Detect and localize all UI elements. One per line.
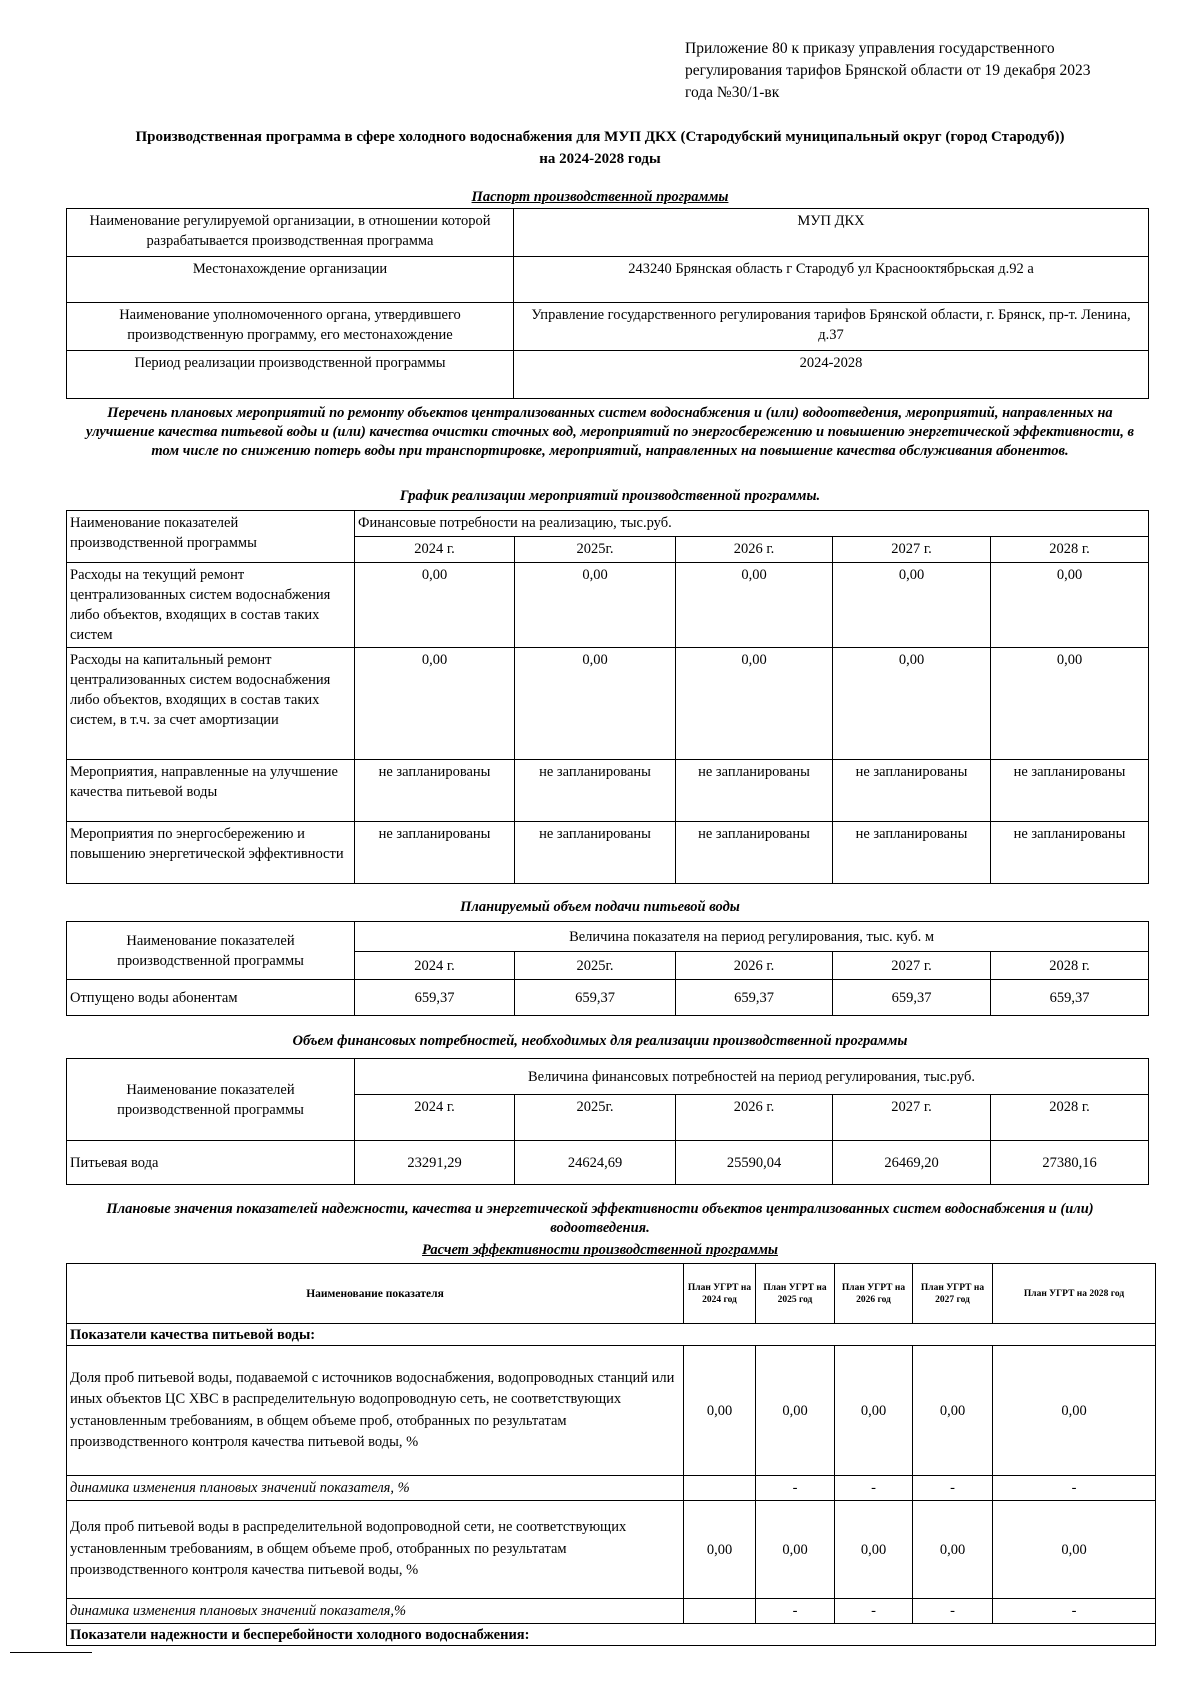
cell-value: не запланированы <box>676 822 833 884</box>
section-header: Показатели качества питьевой воды: <box>67 1324 1156 1346</box>
efficiency-header-name: Наименование показателя <box>67 1264 684 1324</box>
cell-value: 0,00 <box>756 1501 835 1599</box>
cell-value: 659,37 <box>991 980 1149 1016</box>
table-row <box>67 1141 1149 1185</box>
supply-table <box>66 921 1149 1016</box>
cell-value: 26469,20 <box>833 1141 991 1185</box>
passport-value: 243240 Брянская область г Стародуб ул Краснооктябрьская д.92 а <box>514 257 1149 303</box>
cell-value: 0,00 <box>835 1346 913 1476</box>
cell-value: 0,00 <box>515 563 676 648</box>
cell-value: 0,00 <box>833 563 991 648</box>
cell-value: - <box>835 1476 913 1501</box>
passport-value: 2024-2028 <box>514 351 1149 399</box>
supply-caption: Планируемый объем подачи питьевой воды <box>460 899 740 915</box>
annex-line: года №30/1-вк <box>685 84 780 101</box>
cell-value: 0,00 <box>684 1346 756 1476</box>
cell-value: 27380,16 <box>991 1141 1149 1185</box>
efficiency-subcaption: Расчет эффективности производственной программы <box>422 1242 778 1258</box>
table-row <box>67 1346 1156 1476</box>
passport-label: Наименование регулируемой организации, в отношении которой разрабатывается производственная программа <box>67 209 514 257</box>
table-row <box>67 648 1149 760</box>
measures-table <box>66 510 1149 884</box>
cell-value: - <box>913 1476 993 1501</box>
year-header: 2024 г. <box>355 537 515 563</box>
cell-value: 0,00 <box>676 563 833 648</box>
table-row <box>67 980 1149 1016</box>
cell-value: не запланированы <box>515 822 676 884</box>
cell-value: 0,00 <box>991 648 1149 760</box>
plan-header: План УГРТ на 2026 год <box>835 1264 913 1324</box>
year-header: 2024 г. <box>355 1095 515 1141</box>
cell-value: не запланированы <box>991 822 1149 884</box>
cell-value: не запланированы <box>991 760 1149 822</box>
plan-header: План УГРТ на 2028 год <box>993 1264 1156 1324</box>
passport-label: Местонахождение организации <box>67 257 514 303</box>
supply-header-val: Величина показателя на период регулирования, тыс. куб. м <box>355 922 1149 952</box>
title-line: Производственная программа в сфере холодного водоснабжения для МУП ДКХ (Стародубский муниципальный округ (город Стародуб)) <box>135 129 1065 145</box>
document-title <box>60 126 1140 170</box>
section-header: Показатели надежности и бесперебойности холодного водоснабжения: <box>67 1624 1156 1646</box>
cell-value: 0,00 <box>756 1346 835 1476</box>
passport-table <box>66 208 1149 399</box>
row-name: Мероприятия, направленные на улучшение качества питьевой воды <box>67 760 355 822</box>
passport-row <box>67 257 1149 303</box>
cell-value: 24624,69 <box>515 1141 676 1185</box>
plan-header: План УГРТ на 2025 год <box>756 1264 835 1324</box>
efficiency-caption: Плановые значения показателей надежности, качества и энергетической эффективности объектов централизованных систем водоснабжения и (или) водоотведения. <box>106 1201 1094 1236</box>
table-row <box>67 1501 1156 1599</box>
passport-label: Наименование уполномоченного органа, утвердившего производственную программу, его местонахождение <box>67 303 514 351</box>
passport-value: Управление государственного регулирования тарифов Брянской области, г. Брянск, пр-т. Ленина, д.37 <box>514 303 1149 351</box>
row-name: Расходы на капитальный ремонт централизованных систем водоснабжения либо объектов, входящих в состав таких систем, в т.ч. за счет амортизации <box>67 648 355 760</box>
year-header: 2028 г. <box>991 537 1149 563</box>
year-header: 2026 г. <box>676 537 833 563</box>
cell-value: 659,37 <box>833 980 991 1016</box>
year-header: 2028 г. <box>991 952 1149 980</box>
indicator-name: Доля проб питьевой воды в распределительной водопроводной сети, не соответствующих установленным требованиям, в общем объеме проб, отобранных по результатам производственного контроля качества питьевой воды, % <box>67 1501 684 1599</box>
passport-row <box>67 303 1149 351</box>
indicator-name: Доля проб питьевой воды, подаваемой с источников водоснабжения, водопроводных станций или иных объектов ЦС ХВС в распределительную водопроводную сеть, не соответствующих установленным требованиям, в общем объеме проб, отобранных по результатам производственного контроля качества питьевой воды, % <box>67 1346 684 1476</box>
row-name: Питьевая вода <box>67 1141 355 1185</box>
table-row <box>67 760 1149 822</box>
supply-header-name: Наименование показателей производственной программы <box>67 922 355 980</box>
cell-value: - <box>993 1476 1156 1501</box>
year-header: 2026 г. <box>676 1095 833 1141</box>
year-header: 2025г. <box>515 1095 676 1141</box>
footnote-divider <box>10 1652 92 1653</box>
cell-value: 659,37 <box>355 980 515 1016</box>
finance-header-val: Величина финансовых потребностей на период регулирования, тыс.руб. <box>355 1059 1149 1095</box>
annex-line: Приложение 80 к приказу управления государственного <box>685 40 1055 57</box>
passport-label: Период реализации производственной программы <box>67 351 514 399</box>
cell-value: 0,00 <box>355 563 515 648</box>
schedule-caption: График реализации мероприятий производственной программы. <box>399 488 821 504</box>
annex-note <box>685 38 1145 104</box>
cell-value: - <box>756 1476 835 1501</box>
cell-value: 0,00 <box>835 1501 913 1599</box>
passport-caption: Паспорт производственной программы <box>471 189 729 205</box>
year-header: 2025г. <box>515 952 676 980</box>
row-name: Расходы на текущий ремонт централизованных систем водоснабжения либо объектов, входящих в состав таких систем <box>67 563 355 648</box>
cell-value: 659,37 <box>676 980 833 1016</box>
finance-header-name: Наименование показателей производственной программы <box>67 1059 355 1141</box>
measures-header-fin: Финансовые потребности на реализацию, тыс.руб. <box>355 511 1149 537</box>
cell-value: не запланированы <box>833 822 991 884</box>
table-row <box>67 1599 1156 1624</box>
passport-row <box>67 209 1149 257</box>
cell-value: не запланированы <box>355 760 515 822</box>
cell-value: - <box>835 1599 913 1624</box>
cell-value: 25590,04 <box>676 1141 833 1185</box>
cell-value: 0,00 <box>833 648 991 760</box>
passport-row <box>67 351 1149 399</box>
year-header: 2025г. <box>515 537 676 563</box>
row-name: Отпущено воды абонентам <box>67 980 355 1016</box>
efficiency-table <box>66 1263 1156 1646</box>
cell-value: 0,00 <box>913 1346 993 1476</box>
cell-value: 0,00 <box>355 648 515 760</box>
cell-value: 0,00 <box>676 648 833 760</box>
year-header: 2024 г. <box>355 952 515 980</box>
year-header: 2027 г. <box>833 537 991 563</box>
finance-caption: Объем финансовых потребностей, необходимых для реализации производственной программы <box>292 1033 908 1049</box>
cell-value: не запланированы <box>515 760 676 822</box>
title-line: на 2024-2028 годы <box>539 151 661 167</box>
finance-table <box>66 1058 1149 1185</box>
cell-value: 0,00 <box>991 563 1149 648</box>
table-row <box>67 563 1149 648</box>
measures-caption: Перечень плановых мероприятий по ремонту объектов централизованных систем водоснабжения и (или) водоотведения, мероприятий, направленных на улучшение качества питьевой воды и (или) качества очистки сточных вод, мероприятий по энергосбережению и повышению энергетической эффективности, в том числе по снижению потерь воды при транспортировке, мероприятий, направленных на повышение качества обслуживания абонентов. <box>86 405 1134 459</box>
year-header: 2027 г. <box>833 1095 991 1141</box>
cell-value: - <box>913 1599 993 1624</box>
cell-value: 0,00 <box>684 1501 756 1599</box>
cell-value <box>684 1476 756 1501</box>
annex-line: регулирования тарифов Брянской области от 19 декабря 2023 <box>685 62 1091 79</box>
plan-header: План УГРТ на 2024 год <box>684 1264 756 1324</box>
table-row <box>67 1476 1156 1501</box>
table-row <box>67 822 1149 884</box>
cell-value: не запланированы <box>833 760 991 822</box>
cell-value: 0,00 <box>993 1501 1156 1599</box>
passport-value: МУП ДКХ <box>514 209 1149 257</box>
cell-value: 659,37 <box>515 980 676 1016</box>
cell-value: - <box>993 1599 1156 1624</box>
dynamics-label: динамика изменения плановых значений показателя,% <box>67 1599 684 1624</box>
plan-header: План УГРТ на 2027 год <box>913 1264 993 1324</box>
dynamics-label: динамика изменения плановых значений показателя, % <box>67 1476 684 1501</box>
cell-value: - <box>756 1599 835 1624</box>
cell-value: 0,00 <box>515 648 676 760</box>
year-header: 2027 г. <box>833 952 991 980</box>
cell-value: не запланированы <box>355 822 515 884</box>
year-header: 2026 г. <box>676 952 833 980</box>
year-header: 2028 г. <box>991 1095 1149 1141</box>
measures-header-name: Наименование показателей производственной программы <box>67 511 355 563</box>
cell-value: 0,00 <box>993 1346 1156 1476</box>
cell-value: не запланированы <box>676 760 833 822</box>
cell-value <box>684 1599 756 1624</box>
cell-value: 23291,29 <box>355 1141 515 1185</box>
cell-value: 0,00 <box>913 1501 993 1599</box>
row-name: Мероприятия по энергосбережению и повышению энергетической эффективности <box>67 822 355 884</box>
